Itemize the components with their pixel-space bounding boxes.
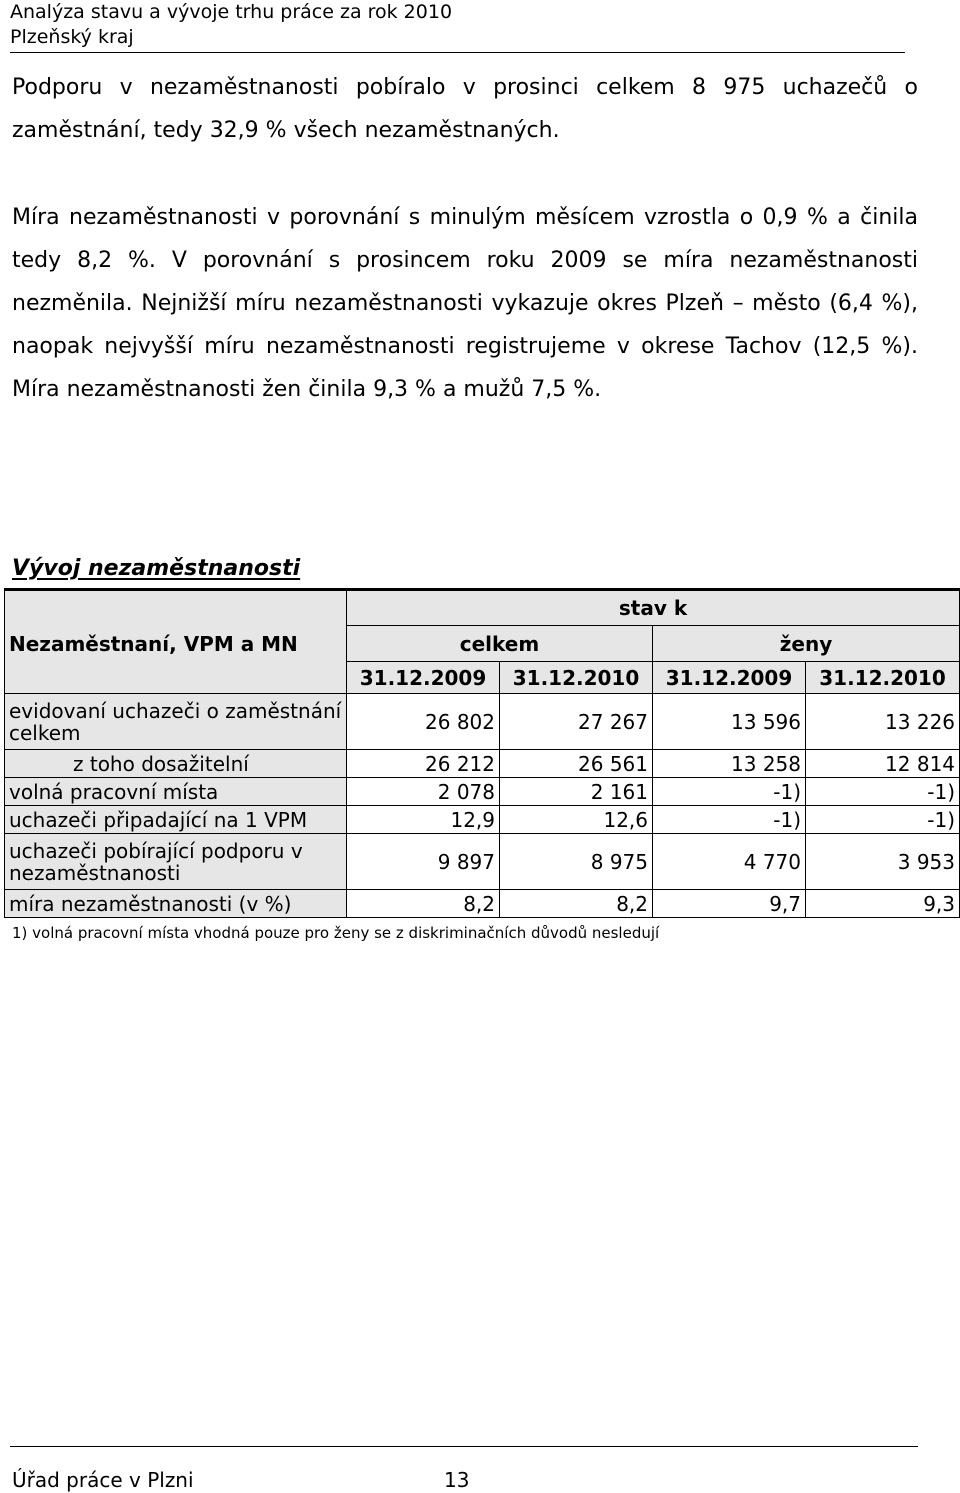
row-label: uchazeči připadající na 1 VPM	[5, 806, 347, 834]
table-cell: 26 561	[500, 750, 653, 778]
sub-header-zeny: ženy	[653, 626, 960, 662]
sub-header-celkem: celkem	[347, 626, 653, 662]
table-cell: 8,2	[500, 890, 653, 918]
table-cell: -1)	[806, 778, 960, 806]
table-cell: 13 226	[806, 694, 960, 750]
row-label: evidovaní uchazeči o zaměstnání celkem	[5, 694, 347, 750]
row-header-spacer-bottom	[5, 662, 347, 694]
table-cell: 12,9	[347, 806, 500, 834]
section-title: Vývoj nezaměstnanosti	[12, 556, 301, 581]
table-cell: 9 897	[347, 834, 500, 890]
table-cell: 8 975	[500, 834, 653, 890]
row-header: Nezaměstnaní, VPM a MN	[5, 626, 347, 662]
date-header: 31.12.2010	[806, 662, 960, 694]
header-region: Plzeňský kraj	[10, 26, 134, 48]
table-cell: -1)	[653, 806, 806, 834]
date-header: 31.12.2009	[347, 662, 500, 694]
page-header	[10, 0, 905, 53]
table-cell: 12 814	[806, 750, 960, 778]
table-cell: 26 212	[347, 750, 500, 778]
table-cell: -1)	[806, 806, 960, 834]
table-cell: 4 770	[653, 834, 806, 890]
row-label: míra nezaměstnanosti (v %)	[5, 890, 347, 918]
table-cell: 13 596	[653, 694, 806, 750]
row-label: uchazeči pobírající podporu v nezaměstnanosti	[5, 834, 347, 890]
table-cell: 27 267	[500, 694, 653, 750]
date-header: 31.12.2009	[653, 662, 806, 694]
row-header-spacer	[5, 590, 347, 626]
table-cell: 8,2	[347, 890, 500, 918]
table-cell: 2 161	[500, 778, 653, 806]
table-cell: 9,7	[653, 890, 806, 918]
table-cell: 12,6	[500, 806, 653, 834]
table-cell: 26 802	[347, 694, 500, 750]
unemployment-table	[4, 588, 960, 918]
row-label: volná pracovní místa	[5, 778, 347, 806]
page-number: 13	[444, 1468, 470, 1492]
row-label: z toho dosažitelní	[5, 750, 347, 778]
table-footnote: 1) volná pracovní místa vhodná pouze pro ženy se z diskriminačních důvodů nesledují	[12, 924, 660, 942]
group-header: stav k	[347, 590, 960, 626]
header-title: Analýza stavu a vývoje trhu práce za rok 2010	[10, 1, 453, 23]
table-cell: 9,3	[806, 890, 960, 918]
table-cell: 2 078	[347, 778, 500, 806]
footer-divider	[10, 1446, 918, 1447]
date-header: 31.12.2010	[500, 662, 653, 694]
paragraph-unemployment-rate: Míra nezaměstnanosti v porovnání s minulým měsícem vzrostla o 0,9 % a činila tedy 8,2 %. V porovnání s prosincem roku 2009 se míra nezaměstnanosti nezměnila. Nejnižší míru nezaměstnanosti vykazuje okres Plzeň – město (6,4 %), naopak nejvyšší míru nezaměstnanosti registrujeme v okrese Tachov (12,5 %). Míra nezaměstnanosti žen činila 9,3 % a mužů 7,5 %.	[12, 205, 918, 402]
footer-office: Úřad práce v Plzni	[12, 1468, 194, 1492]
table-cell: 13 258	[653, 750, 806, 778]
table-cell: 3 953	[806, 834, 960, 890]
paragraph-support: Podporu v nezaměstnanosti pobíralo v prosinci celkem 8 975 uchazečů o zaměstnání, tedy 32,9 % všech nezaměstnaných.	[12, 75, 918, 143]
table-cell: -1)	[653, 778, 806, 806]
